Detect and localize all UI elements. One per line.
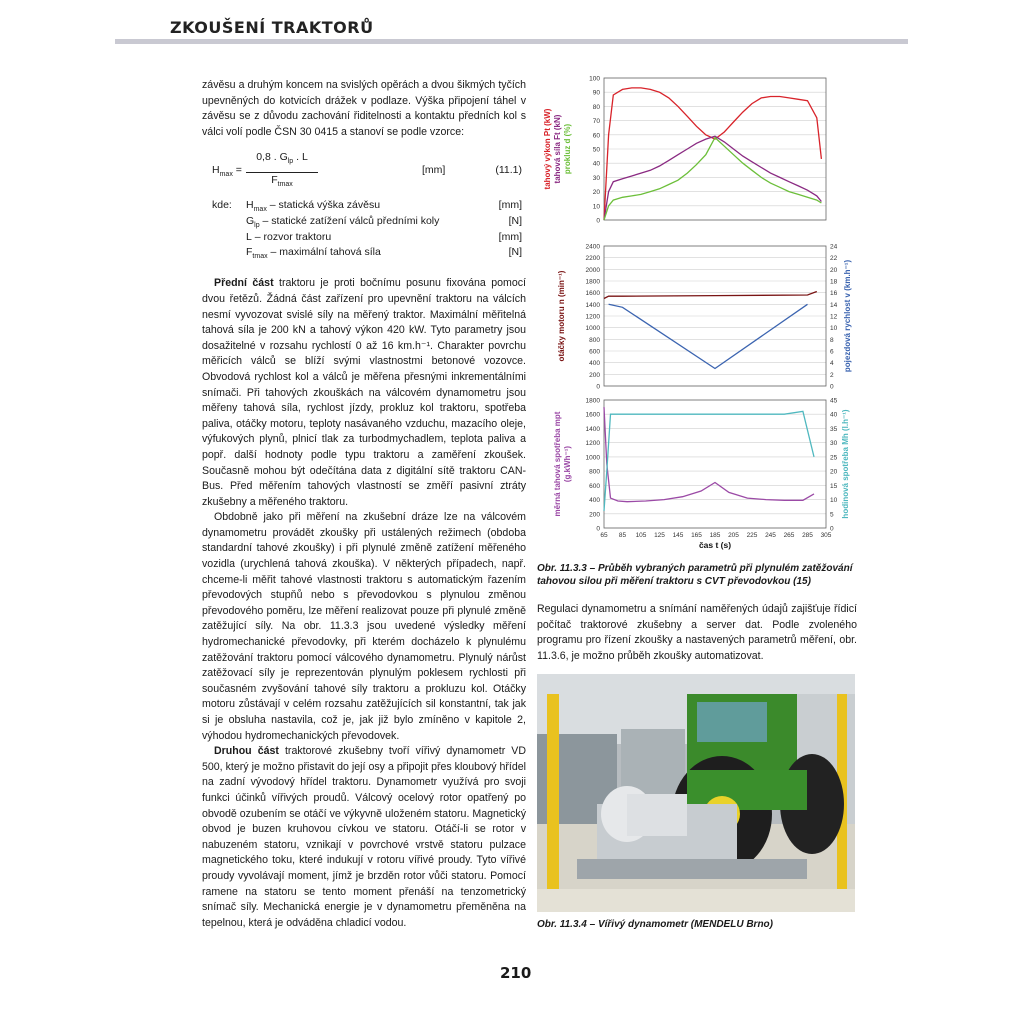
y2-tick-label: 10 xyxy=(830,497,838,505)
y-tick-label: 30 xyxy=(592,174,600,182)
x-tick-label: 205 xyxy=(728,532,739,539)
y2-tick-label: 15 xyxy=(830,482,838,490)
definition-row: L – rozvor traktoru [mm] xyxy=(246,230,522,243)
formula-definitions xyxy=(202,198,526,262)
y2-tick-label: 45 xyxy=(830,397,838,405)
x-tick-label: 125 xyxy=(654,532,665,539)
y2-tick-label: 0 xyxy=(830,525,834,533)
y-tick-label: 400 xyxy=(589,497,600,505)
y-tick-label: 1200 xyxy=(585,440,600,448)
definition-row: kde: $H_{max}$ – statická výška závěsu [mm] xyxy=(212,199,522,214)
y2-tick-label: 22 xyxy=(830,255,838,263)
y-axis-label: prokluz d (%) xyxy=(563,123,572,175)
y2-tick-label: 10 xyxy=(830,325,838,333)
y-tick-label: 80 xyxy=(592,103,600,111)
series-line xyxy=(604,411,814,511)
figure-charts xyxy=(534,70,852,550)
x-axis-label: čas t (s) xyxy=(698,540,732,550)
figure-caption-chart: Obr. 11.3.3 – Průběh vybraných parametrů při plynulém zatěžování tahovou silou při měření traktoru s CVT převodovkou (15) xyxy=(537,563,853,587)
y2-tick-label: 2 xyxy=(830,371,834,379)
plot-frame xyxy=(604,400,826,528)
y-tick-label: 20 xyxy=(592,189,600,197)
y2-tick-label: 16 xyxy=(830,290,838,298)
y2-tick-label: 30 xyxy=(830,440,838,448)
definition-row: $G_{lp}$ – statické zatížení válců předními koly [N] xyxy=(246,214,522,230)
y2-tick-label: 24 xyxy=(830,243,838,251)
y2-tick-label: 5 xyxy=(830,511,834,519)
y-axis-label: (g.kWh⁻¹) xyxy=(563,445,572,483)
y-axis-label: tahový výkon Pt (kW) xyxy=(543,108,552,190)
y-tick-label: 0 xyxy=(596,383,600,391)
x-tick-label: 285 xyxy=(802,532,813,539)
figure-caption-photo: Obr. 11.3.4 – Vířivý dynamometr (MENDELU Brno) xyxy=(537,919,773,930)
y-tick-label: 1600 xyxy=(585,411,600,419)
x-tick-label: 245 xyxy=(765,532,776,539)
formula-unit: [mm] xyxy=(422,164,446,177)
y2-tick-label: 12 xyxy=(830,313,838,321)
right-paragraph: Regulaci dynamometru a snímání naměřených údajů zajišťuje řídicí počítač traktorové zkušebny a server dat. Podle zvoleného programu pro řízení zkoušky a nastavených parametrů měření, obr. 11.3.6, je možno průběh zkoušky automatizovat. xyxy=(537,603,857,662)
y-tick-label: 400 xyxy=(589,360,600,368)
y-axis-label: otáčky motoru n (min⁻¹) xyxy=(557,270,566,362)
tractor-dynamometer-image xyxy=(537,674,855,912)
x-tick-label: 65 xyxy=(600,532,608,539)
y-tick-label: 600 xyxy=(589,348,600,356)
y2-tick-label: 25 xyxy=(830,454,838,462)
page-header-title: ZKOUŠENÍ TRAKTORŮ xyxy=(170,18,374,37)
y-tick-label: 10 xyxy=(592,203,600,211)
y-tick-label: 1000 xyxy=(585,325,600,333)
y-tick-label: 2000 xyxy=(585,266,600,274)
definition-row: $F_{tmax}$ – maximální tahová síla [N] xyxy=(246,246,522,261)
y-tick-label: 200 xyxy=(589,371,600,379)
y-tick-label: 0 xyxy=(596,217,600,225)
series-line xyxy=(609,304,808,368)
y2-tick-label: 20 xyxy=(830,468,838,476)
y-tick-label: 50 xyxy=(592,146,600,154)
y-tick-label: 2400 xyxy=(585,243,600,251)
series-line xyxy=(604,407,814,502)
formula-number: (11.1) xyxy=(495,164,522,177)
paragraph-2: Přední část traktoru je proti bočnímu posunu fixována pomocí dvou řetězů. Žádná část zařízení pro upevnění traktoru na válcích nesmí vyvozovat svislé síly na měřený traktor. Maximální měřitelná tahová síla je 200 kN a tahový výkon 420 kW. Tyto parametry jsou dosažitelné v rozsahu rychlostí 0 až 16 km.h⁻¹. Charakter povrchu měřicích válců se blíží svými vlastnostmi betonové vozovce. Obvodová rychlost kol a válců je měřena přesnými inkrementálními snímači. Při tahových zkouškách na válcovém dynamometru jsou měřeny tahová síla, rychlost jízdy, prokluz kol traktoru, spotřeba paliva, otáčky motoru, teploty nasávaného vzduchu, mazacího oleje, výfukových plynů, plnicí tlak za turbodmychadlem, teplota paliva a popř. další hodnoty podle typu traktoru a zaměření zkoušek. Současně mohou být odečítána data z digitální sítě traktoru CAN-Bus. Před měřením tahových vlastností se změří pasivní ztráty zkušebny a měřeného traktoru. xyxy=(202,277,526,508)
x-tick-label: 265 xyxy=(783,532,795,539)
y-tick-label: 70 xyxy=(592,118,600,126)
y-tick-label: 1600 xyxy=(585,290,600,298)
y-axis-label: tahová síla Ft (kN) xyxy=(553,114,562,184)
y-tick-label: 800 xyxy=(589,336,600,344)
y-tick-label: 1000 xyxy=(585,454,600,462)
header-rule xyxy=(115,39,908,44)
y2-tick-label: 8 xyxy=(830,336,834,344)
series-line xyxy=(604,88,821,220)
x-tick-label: 85 xyxy=(618,532,627,539)
formula-11-1 xyxy=(202,148,526,192)
x-tick-label: 225 xyxy=(746,532,758,539)
x-tick-label: 185 xyxy=(709,532,721,539)
y2-axis-label: pojezdová rychlost v (km.h⁻¹) xyxy=(843,259,852,373)
y-tick-label: 2200 xyxy=(585,255,600,263)
y2-tick-label: 18 xyxy=(830,278,838,286)
y2-tick-label: 35 xyxy=(830,425,838,433)
x-tick-label: 105 xyxy=(635,532,647,539)
y-tick-label: 800 xyxy=(589,468,600,476)
y2-tick-label: 0 xyxy=(830,383,834,391)
paragraph-4: Druhou část traktorové zkušebny tvoří vířivý dynamometr VD 500, který je možno přistavit do její osy a připojit přes kloubový hřídel na zadní vývodový hřídel traktoru. Dynamometr využívá pro svoji funkci účinků vířivých proudů. Válcový ocelový rotor opatřený po obvodě ozubením se otáčí ve výkyvně uloženém statoru. Magnetický obvod je buzen kruhovou cívkou ve statoru. Otáčí-li se rotor v nabuzeném statoru, vznikají v povrchové vrstvě statoru pulzace magnetického toku, které indukují v rotoru vířivé proudy. Tyto vířivé proudy vyvolávají moment, jímž je brzděn rotor vůči statoru. Pomocí ramene na statoru se tento moment přenáší na tenzometrický snímač síly. Mechanická energie je v dynamometru přeměněna na tepelnou, která je odváděna chladicí vodou. xyxy=(202,745,526,929)
formula-lhs: $H_{max}$ = xyxy=(212,164,242,179)
y2-axis-label: hodinová spotřeba Mh (l.h⁻¹) xyxy=(841,409,850,519)
y-tick-label: 1800 xyxy=(585,397,600,405)
paragraph-3: Obdobně jako při měření na zkušební dráze lze na válcovém dynamometru provádět zkoušky při ustálených režimech (obdoba standardní tahové zkoušky) i při plynulé změně zatížení měřeného vozidla (urychlená tahová zkouška). V některých případech, např. chceme-li měřit tahové vlastnosti traktoru s automatickým řazením převodových stupňů nebo s převodovkou s plynulou změnou převodového poměru, lze měření realizovat pouze při plynulé změně zatěžující síly. Na obr. 11.3.3 jsou uvedené výsledky měření hydromechanické převodovky, při kterém docházelo k plynulému zatěžování traktoru pomocí válcového dynamometru. Plynulý nárůst zatěžovací síly je reprezentován plynulým poklesem rychlosti při současném zvyšování tahové síly traktoru a prokluzu kol. Otáčky motoru zůstávají v celém rozsahu zatěžujících sil konstantní, tak jak si je obsluha nastavila, což je, jak již bylo zmíněno v kapitole 2, výhodou hydromechanických převodovek. xyxy=(202,511,526,742)
y-tick-label: 100 xyxy=(589,75,600,83)
y2-tick-label: 20 xyxy=(830,266,838,274)
left-text-column xyxy=(202,78,526,931)
x-tick-label: 145 xyxy=(672,532,684,539)
formula-fraction: 0,8 . $G_{lp}$ . L $F_{tmax}$ xyxy=(246,150,318,192)
x-tick-label: 165 xyxy=(691,532,702,539)
page-number: 210 xyxy=(500,964,532,982)
y-tick-label: 0 xyxy=(596,525,600,533)
y-tick-label: 60 xyxy=(592,132,600,140)
y2-tick-label: 6 xyxy=(830,348,834,356)
series-line xyxy=(604,138,821,220)
x-tick-label: 305 xyxy=(820,532,832,539)
dynamometer-photo xyxy=(537,674,855,912)
y-tick-label: 40 xyxy=(592,160,600,168)
y-tick-label: 1400 xyxy=(585,301,600,309)
y-tick-label: 90 xyxy=(592,89,600,97)
y-tick-label: 1800 xyxy=(585,278,600,286)
y2-tick-label: 4 xyxy=(830,360,834,368)
y-tick-label: 1200 xyxy=(585,313,600,321)
y-axis-label: měrná tahová spotřeba mpt xyxy=(553,411,562,517)
y-tick-label: 200 xyxy=(589,511,600,519)
y-tick-label: 1400 xyxy=(585,425,600,433)
y2-tick-label: 14 xyxy=(830,301,838,309)
chart-stack xyxy=(534,70,852,550)
paragraph-1: závěsu a druhým koncem na svislých opěrách a dvou šikmých tyčích upevněných do kotvicích drážek v podlaze. Výška připojení táhel v závěsu se z důvodu zachování řiditelnosti a kontaktu předních kol s válci volí podle ČSN 30 0415 a stanoví se podle vzorce: xyxy=(202,79,526,138)
y-tick-label: 600 xyxy=(589,482,600,490)
y2-tick-label: 40 xyxy=(830,411,838,419)
